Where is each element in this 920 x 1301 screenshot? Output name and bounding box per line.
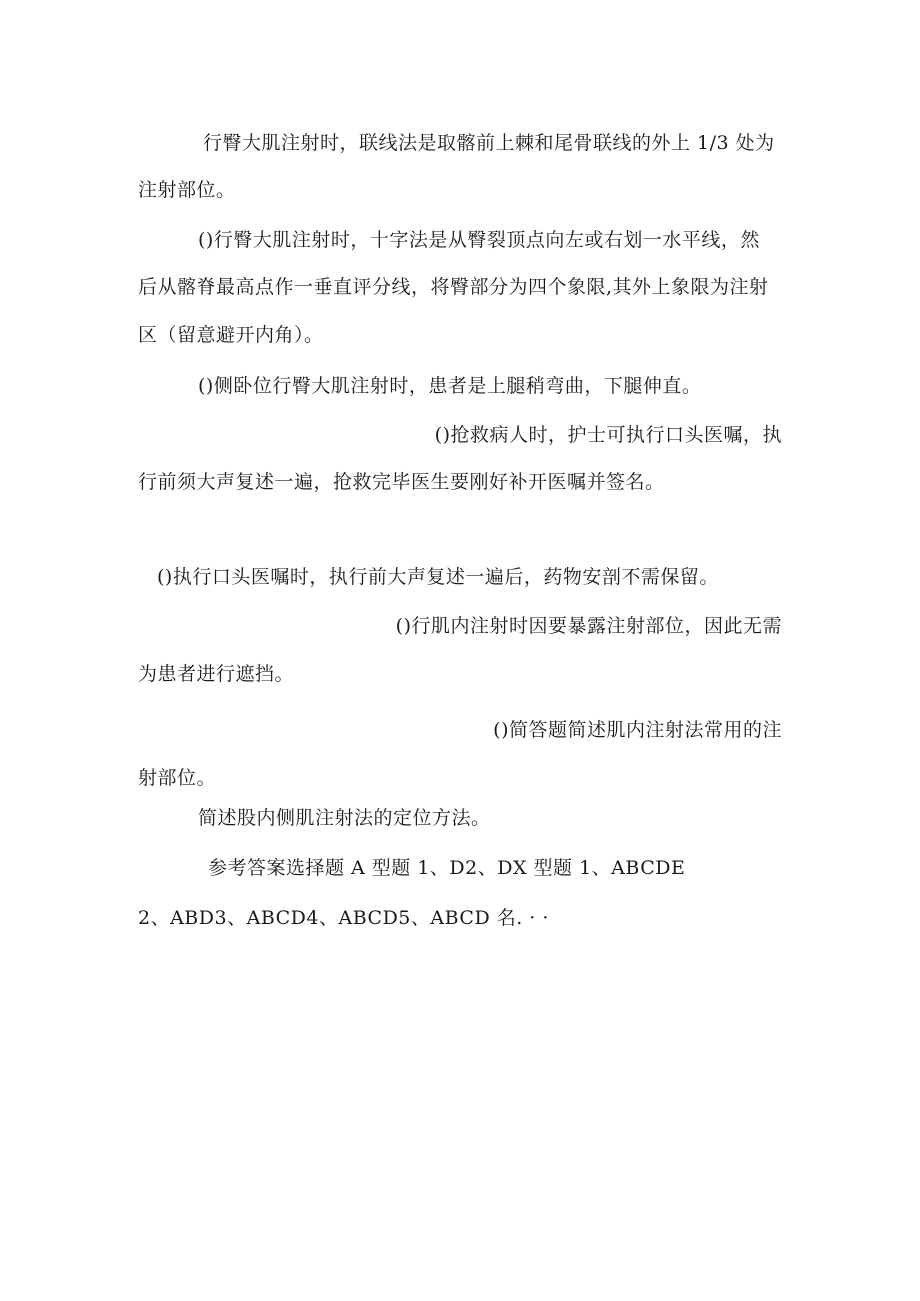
text-line: 注射部位。 xyxy=(138,179,236,201)
text-line: 2、ABD3、ABCD4、ABCD5、ABCD 名. · · xyxy=(138,907,549,929)
text-line: 行臀大肌注射时，联线法是取髂前上棘和尾骨联线的外上 1/3 处为 xyxy=(203,132,775,154)
text-line: 射部位。 xyxy=(138,767,217,789)
text-line: 区（留意避开内角）。 xyxy=(138,324,324,346)
text-line: ()行臀大肌注射时，十字法是从臀裂顶点向左或右划一水平线，然 xyxy=(198,229,760,251)
text-line: 简述股内侧肌注射法的定位方法。 xyxy=(198,807,491,829)
text-line: ()执行口头医嘱时，执行前大声复述一遍后，药物安剖不需保留。 xyxy=(157,566,719,588)
text-line: ()侧卧位行臀大肌注射时，患者是上腿稍弯曲，下腿伸直。 xyxy=(198,375,702,397)
text-line: 后从髂脊最高点作一垂直评分线，将臀部分为四个象限,其外上象限为注射 xyxy=(138,276,769,298)
text-line: ()抢救病人时，护士可执行口头医嘱，执 xyxy=(434,424,782,446)
text-line: 为患者进行遮挡。 xyxy=(138,663,295,685)
text-line: ()行肌内注射时因要暴露注射部位，因此无需 xyxy=(395,615,782,637)
text-line: 参考答案选择题 A 型题 1、D2、DX 型题 1、ABCDE xyxy=(208,857,686,879)
text-line: ()简答题简述肌内注射法常用的注 xyxy=(493,719,782,741)
text-line: 行前须大声复述一遍，抢救完毕医生要刚好补开医嘱并签名。 xyxy=(138,471,665,493)
